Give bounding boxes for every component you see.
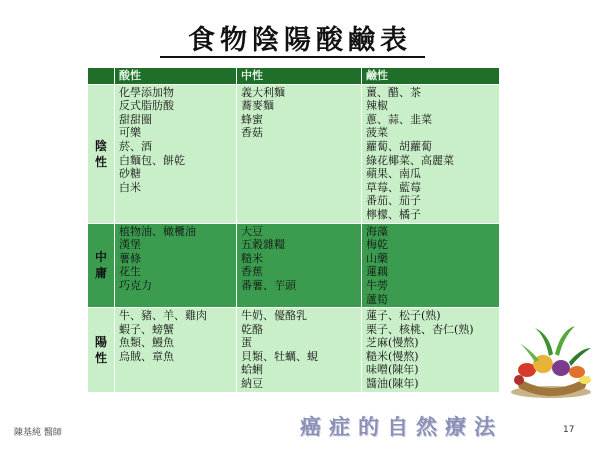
table-row-neutral: [88, 223, 500, 308]
page-title: 食物陰陽酸鹼表: [188, 25, 412, 56]
group-label-yin: 陰 性: [88, 84, 115, 223]
author-label: 陳基純 醫師: [14, 428, 62, 438]
header-acid: 酸性: [115, 68, 237, 85]
header-neutral: 中性: [237, 68, 362, 85]
vegetable-basket-illustration: [505, 318, 597, 400]
cell-yang-alkaline: 蓮子、松子(熟) 栗子、核桃、杏仁(熟) 芝麻(慢熬) 糙米(慢熬) 味噌(陳年) 醬油(陳年): [362, 308, 500, 393]
group-label-yang: 陽 性: [88, 308, 115, 393]
header-corner: [88, 68, 115, 85]
group-label-neutral: 中 庸: [88, 223, 115, 308]
cell-mid-neutral: 大豆 五穀雜糧 糙米 香蕉 番薯、芋頭: [237, 223, 362, 308]
table-header-row: [88, 68, 500, 85]
title-underline: [160, 56, 425, 58]
table-row-yang: [88, 308, 500, 393]
cell-yin-alkaline: 薑、醋、茶 辣椒 蔥、蒜、韭菜 菠菜 蘿蔔、胡蘿蔔 綠花椰菜、高麗菜 蘋果、南瓜 草莓、藍莓 番茄、茄子 檸檬、橘子: [362, 84, 500, 223]
series-title: 癌症的自然療法: [300, 414, 503, 439]
cell-yang-neutral: 牛奶、優酪乳 乾酪 蛋 貝類、牡蠣、蜆 蛤蜊 納豆: [237, 308, 362, 393]
cell-yang-acid: 牛、豬、羊、雞肉 蝦子、螃蟹 魚類、鰻魚 烏賊、章魚: [115, 308, 237, 393]
cell-yin-neutral: 義大利麵 蕎麥麵 蜂蜜 香菇: [237, 84, 362, 223]
page-number: 17: [563, 425, 575, 435]
food-table: [87, 67, 500, 393]
cell-yin-acid: 化學添加物 反式脂肪酸 甜甜圈 可樂 菸、酒 白麵包、餅乾 砂糖 白米: [115, 84, 237, 223]
table-row-yin: [88, 84, 500, 223]
cell-mid-alkaline: 海藻 梅乾 山藥 蓮藕 牛蒡 蘆筍: [362, 223, 500, 308]
header-alkaline: 鹼性: [362, 68, 500, 85]
cell-mid-acid: 植物油、橄欖油 漢堡 薯條 花生 巧克力: [115, 223, 237, 308]
